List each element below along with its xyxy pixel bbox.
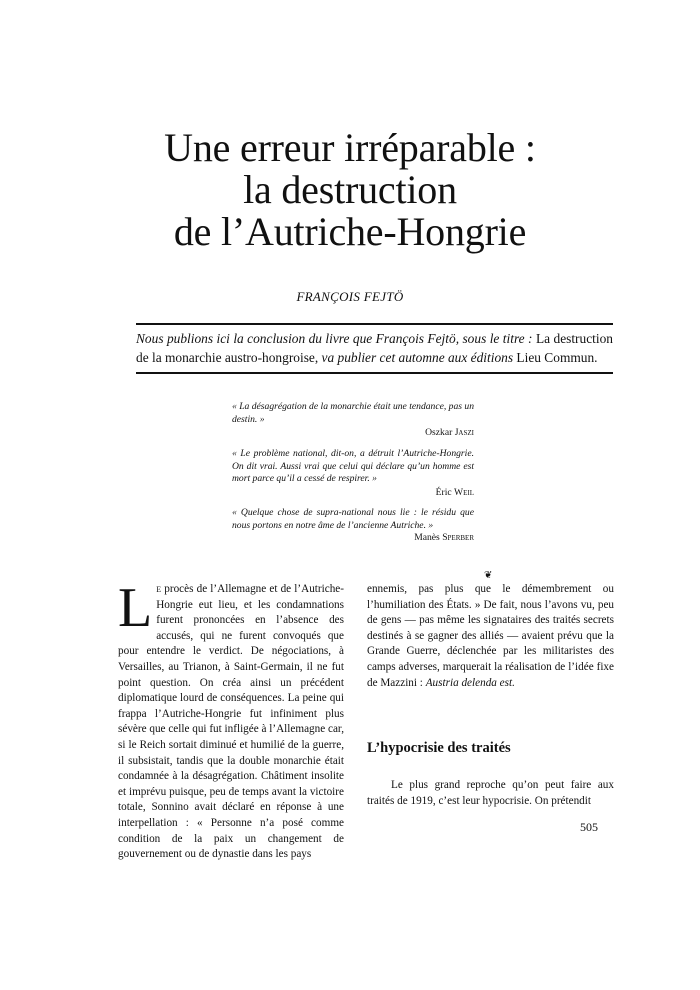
epigraph-quote-3: « Quelque chose de supra-national nous lie : le résidu que nous portons en notre âme de l’ancienne Autriche. » [232,507,474,531]
epigraph-quote-2: « Le problème national, dit-on, a détruit l’Autriche-Hongrie. On dit vrai. Aussi vrai que celui qui déclare qu’un homme est mort parce qu’il a cessé de respirer. » [232,448,474,484]
latin-phrase: Austria delenda est. [425,676,515,689]
author-name: FRANÇOIS FEJTÖ [296,289,404,304]
section-paragraph: Le plus grand reproche qu’on peut faire aux traités de 1919, c’est leur hypocrisie. On prétendit [367,779,614,807]
body-column-right [367,582,614,691]
drop-cap: L [118,577,153,639]
intro-note [136,329,613,367]
left-column-text: procès de l’Allemagne et de l’Autriche-Hongrie eut lieu, et les condamnations furent prononcées en l’absence des accusés, qui ne furent convoqués que pour entendre le verdict. De négociations, à Versailles, au Trianon, à Saint-Germain, il ne fut point question. On créa ainsi un précédent diplomatique lourd de conséquences. La peine qui frappa l’Autriche-Hongrie fut infiniment plus sévère que celle qui fut infligée à l’Allemagne car, si le Reich sortait diminué et humilié de la guerre, il subsistait, tandis que la double monarchie était condamnée à la désagrégation. Châtiment insolite et imprévu puisque, peu de temps avant la victoire totale, Sonnino avait déclaré en réponse à une interpellation : « Personne n’a posé comme condition de la paix un changement de gouvernement ou de dynastie dans les pays [118,583,344,861]
title-line-3: de l’Autriche-Hongrie [173,209,527,254]
epigraph-attribution-2: Éric Weil [435,487,474,498]
section-heading: L’hypocrisie des traités [367,740,511,756]
title-line-1: Une erreur irréparable : [164,125,536,170]
lead-small-caps: e [156,583,162,595]
epigraph-attribution-1: Oszkar Jaszi [425,427,474,438]
epigraph-attribution-3: Manès Sperber [414,532,474,543]
title-line-2: la destruction [243,167,457,212]
article-title [0,127,700,253]
intro-top-rule [136,323,613,325]
right-column-text: ennemis, pas plus que le démembrement ou l’humiliation des États. » De fait, nous l’avons vu, peu de gens — pas même les signataires des traités secrets destinés à se gagner des alliés — avaient prévu que la Grande Guerre, déclenchée par les militaristes des camps adverses, marquerait la réalisation de l’idée fixe de Mazzini : [367,583,614,689]
body-column-left [118,577,344,863]
intro-italic-1: Nous publions ici la conclusion du livre que François Fejtö, sous le titre : [136,331,533,346]
ornament-icon: ❦ [484,570,493,581]
intro-bottom-rule [136,372,613,374]
intro-italic-2: va publier cet automne aux éditions [321,350,514,365]
intro-book-title: La destruction de la monarchie austro-hongroise, [136,331,613,365]
page-number: 505 [580,820,598,834]
epigraph-quote-1: « La désagrégation de la monarchie était une tendance, pas un destin. » [232,401,474,425]
intro-publisher: Lieu Commun. [513,350,598,365]
